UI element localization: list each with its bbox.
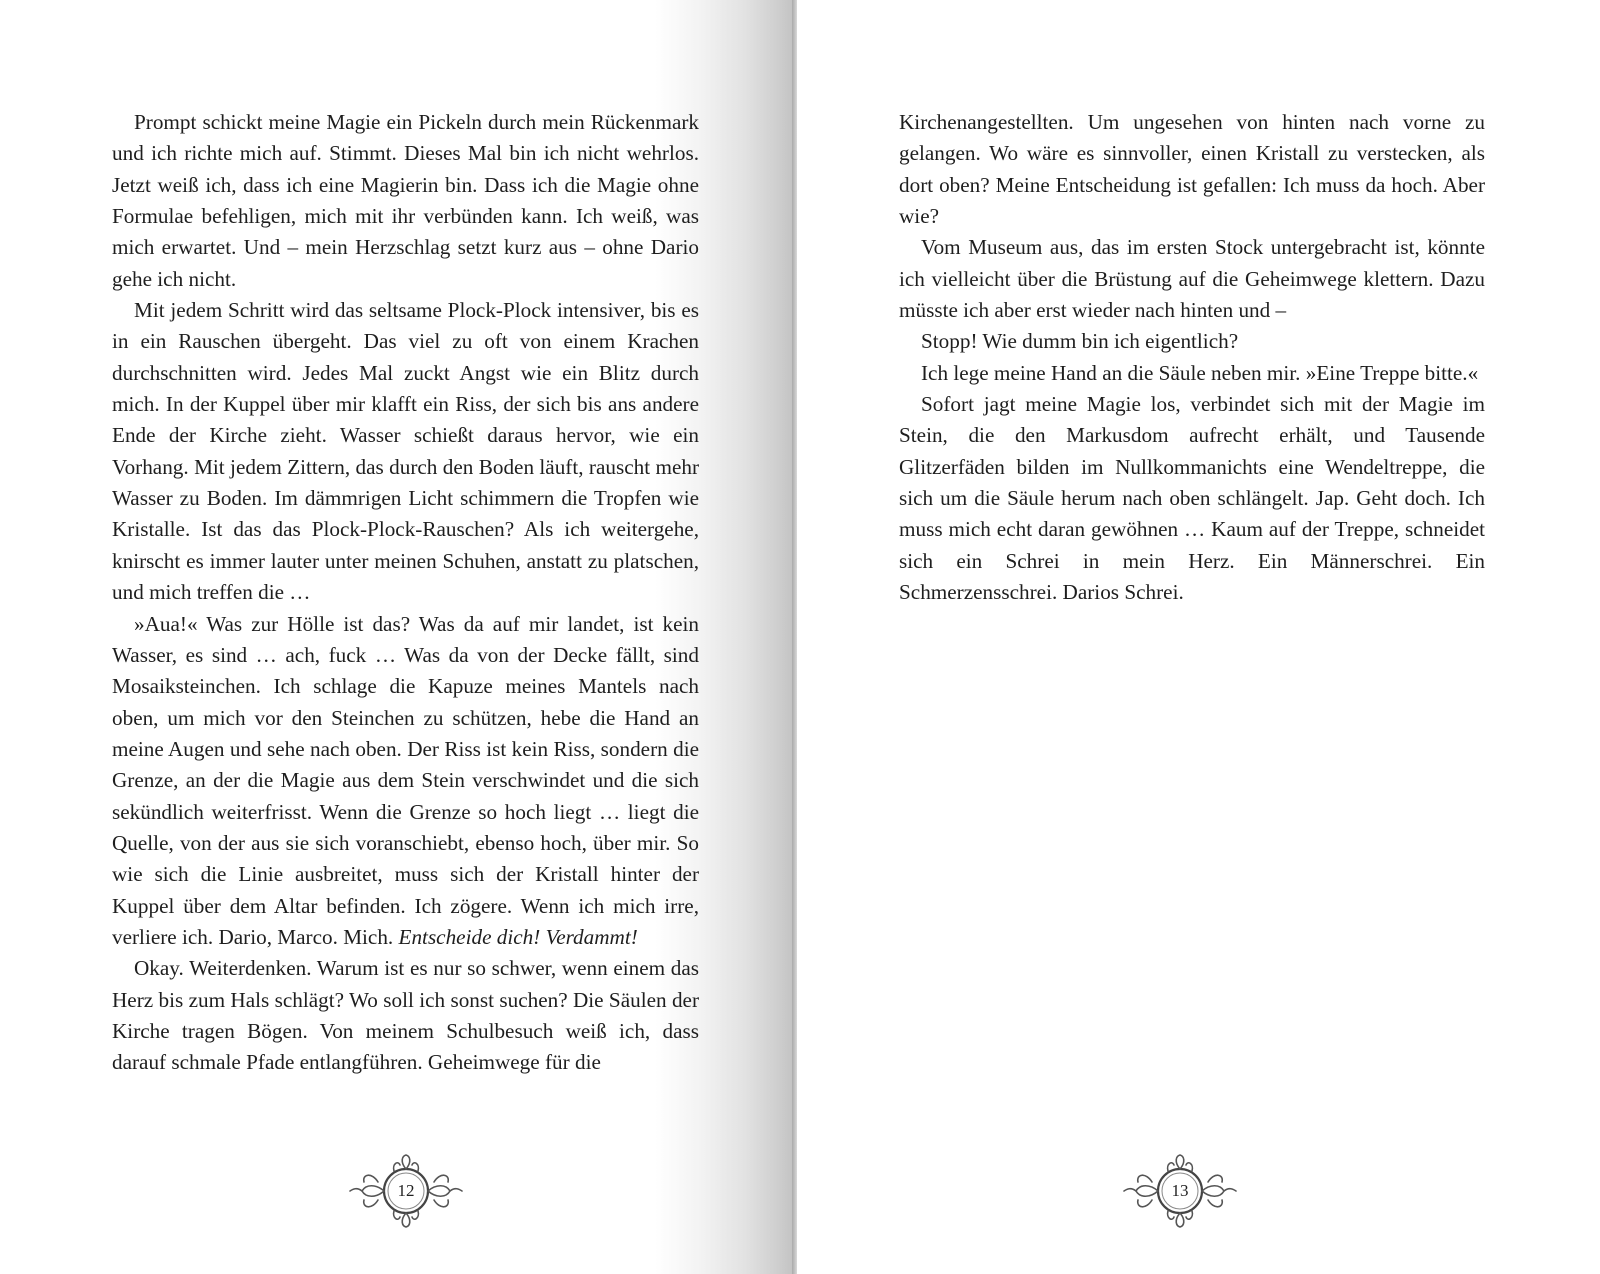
- paragraph: Mit jedem Schritt wird das seltsame Plock-Plock intensiver, bis es in ein Rauschen übergeht. Das viel zu oft von einem Krachen durchschnitten wird. Jedes Mal zuckt Angst wie ein Blitz durch mich. In der Kuppel über mir klafft ein Riss, der sich bis ans andere Ende der Kirche zieht. Wasser schießt daraus hervor, wie ein Vorhang. Mit jedem Zittern, das durch den Boden läuft, rauscht mehr Wasser zu Boden. Im dämmrigen Licht schimmern die Tropfen wie Kristalle. Ist das das Plock-Plock-Rauschen? Als ich weitergehe, knirscht es immer lauter unter meinen Schuhen, anstatt zu platschen, und mich treffen die …: [112, 298, 699, 605]
- paragraph: Stopp! Wie dumm bin ich eigentlich?: [921, 329, 1239, 354]
- right-page: [797, 0, 1600, 1274]
- paragraph: Sofort jagt meine Magie los, verbindet sich mit der Magie im Stein, die den Markusdom aufrecht erhält, und Tausende Glitzerfäden bilden im Nullkommanichts eine Wendeltreppe, die sich um die Säule herum nach oben schlängelt. Jap. Geht doch. Ich muss mich echt daran gewöhnen … Kaum auf der Treppe, schneidet sich ein Schrei in mein Herz. Ein Männerschrei. Ein Schmerzensschrei. Darios Schrei.: [899, 392, 1485, 605]
- page-number-ornament: [1122, 1154, 1238, 1228]
- paragraph-with-italic: [112, 609, 699, 954]
- paragraph: Okay. Weiterdenken. Warum ist es nur so schwer, wenn einem das Herz bis zum Hals schlägt? Wo soll ich sonst suchen? Die Säulen der Kirche tragen Bögen. Von meinem Schulbesuch weiß ich, dass darauf schmale Pfade entlangführen. Geheimwege für die: [112, 956, 699, 1075]
- paragraph: Prompt schickt meine Magie ein Pickeln durch mein Rückenmark und ich richte mich auf. Stimmt. Dieses Mal bin ich nicht wehrlos. Jetzt weiß ich, dass ich eine Magierin bin. Dass ich die Magie ohne Formulae befehligen, mich mit ihr verbünden kann. Ich weiß, was mich erwartet. Und – mein Herzschlag setzt kurz aus – ohne Dario gehe ich nicht.: [112, 110, 699, 291]
- paragraph: Ich lege meine Hand an die Säule neben mir. »Eine Treppe bitte.«: [921, 360, 1479, 385]
- page-number: 12: [397, 1181, 415, 1200]
- italic-exclamation: Entscheide dich! Verdammt!: [398, 924, 638, 949]
- paragraph: Kirchenangestellten. Um ungesehen von hinten nach vorne zu gelangen. Wo wäre es sinnvoller, einen Kristall zu verstecken, als dort oben? Meine Entscheidung ist gefallen: Ich muss da hoch. Aber wie?: [899, 110, 1485, 229]
- left-page-text: [112, 107, 699, 1079]
- page-number: 13: [1171, 1181, 1189, 1200]
- page-number-ornament: [348, 1154, 464, 1228]
- paragraph-text: »Aua!« Was zur Hölle ist das? Was da auf mir landet, ist kein Wasser, es sind … ach, fuck … Was da von der Decke fällt, sind Mosaiksteinchen. Ich schlage die Kapuze meines Mantels nach oben, um mich vor den Steinchen zu schützen, hebe die Hand an meine Augen und sehe nach oben. Der Riss ist kein Riss, sondern die Grenze, an der die Magie aus dem Stein verschwindet und die sich sekündlich weiterfrisst. Wenn die Grenze so hoch liegt … liegt die Quelle, von der aus sie sich voranschiebt, ebenso hoch, über mir. So wie sich die Linie ausbreitet, muss sich der Kristall hinter der Kuppel über dem Altar befinden. Ich zögere. Wenn ich mich irre, verliere ich. Dario, Marco. Mich.: [112, 611, 699, 949]
- left-page: [0, 0, 792, 1274]
- paragraph: Vom Museum aus, das im ersten Stock untergebracht ist, könnte ich vielleicht über die Brüstung auf die Geheimwege klettern. Dazu müsste ich aber erst wieder nach hinten und –: [899, 235, 1485, 323]
- right-page-text: [899, 107, 1485, 609]
